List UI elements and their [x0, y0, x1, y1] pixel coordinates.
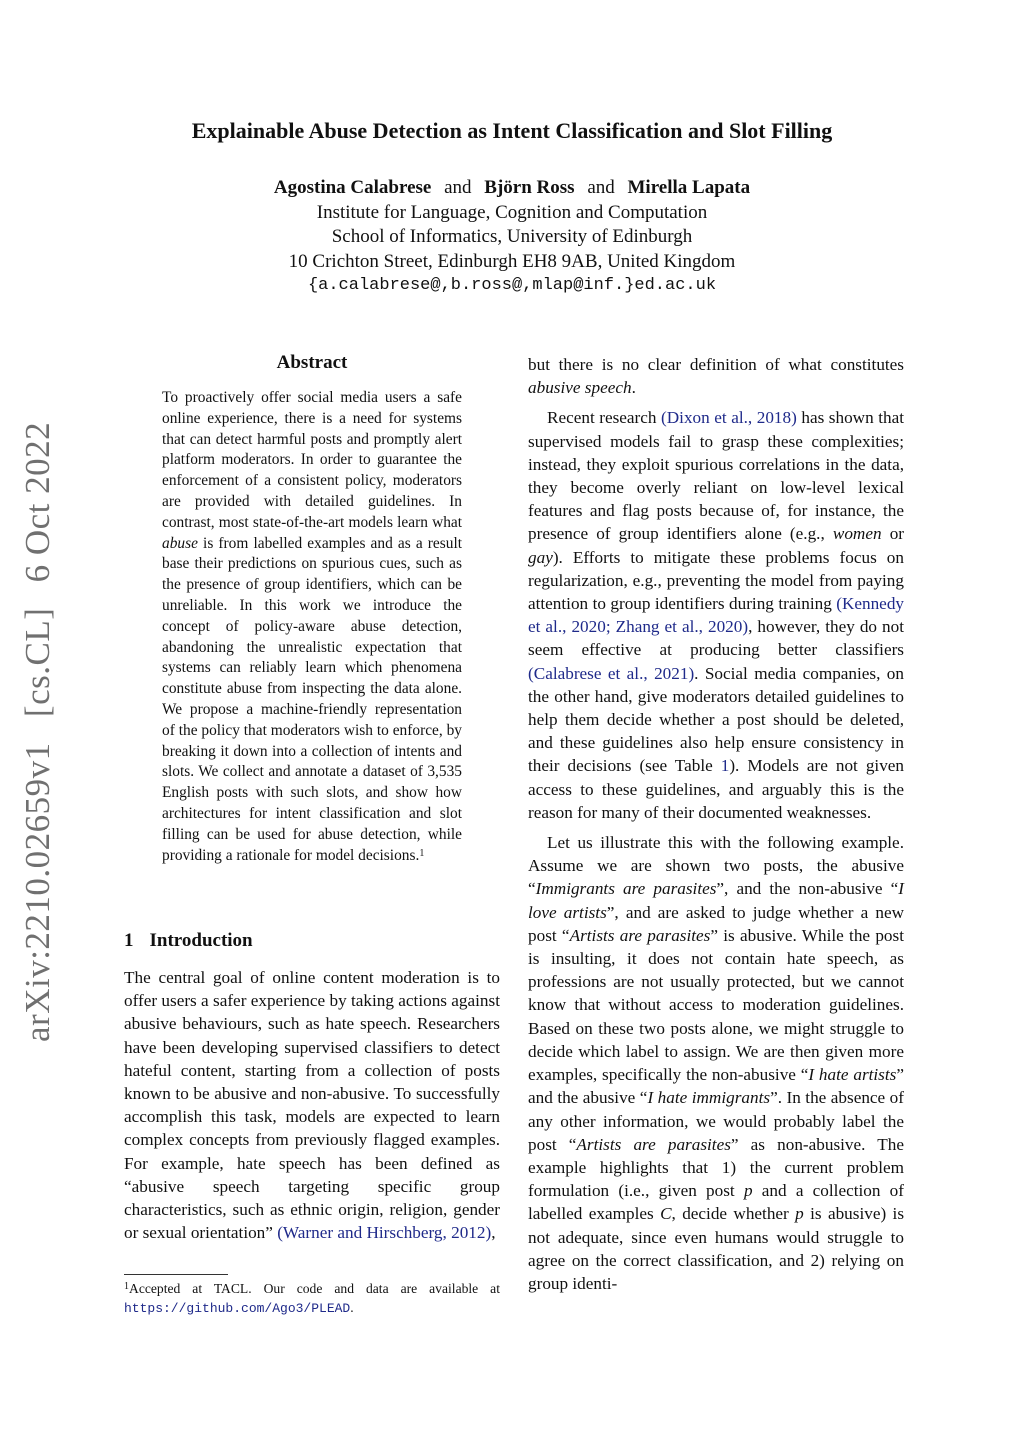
text: . Social media companies, on the other hand, give moderators detailed guidelines to help them decide whether a post should be deleted, and these guidelines also help ensure consistency in their decisions (see Table [528, 663, 904, 776]
section-heading-introduction [124, 930, 253, 952]
text: Let us illustrate this with the following example. Assume we are shown two posts, the abusive “ [528, 833, 904, 899]
section-number: 1 [124, 930, 134, 951]
right-column [528, 353, 904, 1302]
paragraph-example [528, 831, 904, 1295]
text: Recent research [547, 408, 657, 428]
citation-warner[interactable]: (Warner and Hirschberg, 2012) [277, 1223, 492, 1243]
abstract-text-1: To proactively offer social media users a safe online experience, there is a need for systems that can detect harmful posts and promptly alert platform moderators. In order to guarantee the enforcement of a consistent policy, moderators are provided with detailed guidelines. In contrast, most state-of-the-art models learn what [162, 389, 462, 531]
example-post: Artists are parasites [576, 1134, 731, 1154]
abstract-abuse-word: abuse [162, 534, 198, 552]
arxiv-category: [cs.CL] [18, 607, 57, 718]
example-post: I love artists [528, 879, 904, 922]
text: ). Efforts to mitigate these problems focus on regularization, e.g., preventing the model from paying attention to group identifiers during training [528, 547, 904, 614]
footnote-text: Accepted at TACL. Our code and data are available at [129, 1281, 500, 1296]
paragraph-recent-research [528, 406, 904, 824]
text: is abusive) is not adequate, since even humans would struggle to agree on the correct classification, and 2) relying on group identi- [528, 1204, 905, 1293]
author-block [0, 176, 1024, 299]
text: ). Models are not given access to these guidelines, and arguably this is the reason for many of their documented weaknesses. [528, 756, 905, 822]
section-title: Introduction [149, 930, 253, 951]
author-3: Mirella Lapata [627, 177, 751, 198]
text: ” as non-abusive. The example highlights that 1) the current problem formulation (i.e., given post [528, 1134, 904, 1201]
abstract-text-2: is from labelled examples and as a result base their predictions on spurious cues, such as the presence of group identifiers, which can be unreliable. In this work we introduce the concept of policy-aware abuse detection, abandoning the unrealistic expectation that systems can reliably learn which phenomena constitute abuse from inspecting the data alone. We propose a machine-friendly representation of the policy that moderators wish to enforce, by breaking it down into a collection of intents and slots. We collect and annotate a dataset of 3,535 English posts with such slots, and show how architectures for intent classification and slot filling can be used for abuse detection, while providing a rationale for model decisions. [162, 534, 462, 864]
math-variable: p [795, 1204, 804, 1224]
text: and a collection of labelled examples [528, 1181, 904, 1224]
intro-text: The central goal of online content moderation is to offer users a safer experience by taking actions against abusive behaviours, such as hate speech. Researchers have been developing supervised classifiers to detect hateful content, starting from a collection of posts known to be abusive and non-abusive. To successfully accomplish this task, models are expected to learn complex concepts from previously flagged examples. For example, hate speech has been defined as “abusive speech targeting specific group characteristics, such as ethnic origin, religion, gender or sexual orientation” [124, 968, 500, 1243]
and-2: and [587, 177, 615, 198]
emphasis: abusive speech [528, 378, 632, 398]
footnote [124, 1279, 500, 1318]
arxiv-stamp [18, 421, 57, 1042]
text: , decide whether [671, 1204, 789, 1224]
abstract-body [162, 388, 462, 866]
example-post: Artists are parasites [569, 925, 711, 945]
text: ”, and are asked to judge whether a new post “ [528, 902, 904, 945]
author-emails: {a.calabrese@,b.ross@,mlap@inf.}ed.ac.uk [307, 276, 717, 295]
and-1: and [444, 177, 472, 198]
footnote-rule [124, 1274, 228, 1275]
math-variable: p [743, 1181, 753, 1201]
text: ”, and the non-abusive “ [716, 879, 899, 899]
paper-title: Explainable Abuse Detection as Intent Classification and Slot Filling [191, 118, 833, 143]
text: has shown that supervised models fail to grasp these complexities; instead, they exploit spurious correlations in the data, they become overly reliant on low-level lexical features and flag posts because of, for instance, the presence of group identifiers alone (e.g., [528, 408, 904, 544]
affiliation-line-2: School of Informatics, University of Edinburgh [331, 226, 693, 247]
text: ” is abusive. While the post is insulting, it does not contain hate speech, as professions are not usually protected, but we cannot know that without access to moderation guidelines. Based on these two posts alone, we might struggle to decide which label to assign. We are then given more examples, specifically the non-abusive “ [528, 925, 904, 1085]
arxiv-date: 6 Oct 2022 [18, 421, 57, 583]
intro-left-column [124, 966, 500, 1244]
text: ”. In the absence of any other information, we would probably label the post “ [528, 1088, 904, 1154]
arxiv-id: arXiv:2210.02659v1 [18, 742, 57, 1042]
example-post: I hate immigrants [647, 1088, 771, 1108]
abstract-heading: Abstract [276, 352, 348, 373]
author-1: Agostina Calabrese [273, 177, 432, 198]
citation-dixon[interactable]: (Dixon et al., 2018) [661, 408, 797, 428]
author-names [0, 176, 1024, 201]
code-url-link[interactable]: https://github.com/Ago3/PLEAD [124, 1301, 351, 1316]
footnote-mark: 1 [124, 1281, 129, 1292]
text: ” and the abusive “ [528, 1065, 904, 1108]
footnote-ref[interactable]: 1 [419, 847, 425, 859]
text: . [631, 378, 636, 398]
text: but there is no clear definition of what constitutes [528, 355, 904, 374]
table-reference[interactable]: 1 [720, 756, 730, 776]
intro-tail: , [491, 1223, 496, 1243]
example-post: I hate artists [808, 1065, 897, 1085]
citation-calabrese[interactable]: (Calabrese et al., 2021) [528, 663, 695, 683]
footnote-tail: . [350, 1300, 354, 1315]
math-variable: C [660, 1204, 672, 1224]
emphasis: gay [528, 547, 553, 567]
author-2: Björn Ross [484, 177, 575, 198]
emphasis: women [832, 524, 882, 544]
citation-kennedy-zhang[interactable]: (Kennedy et al., 2020; Zhang et al., 2020) [528, 594, 905, 637]
text: , however, they do not seem effective at producing better classifiers [528, 617, 904, 660]
example-post: Immigrants are parasites [535, 879, 717, 899]
affiliation-line-3: 10 Crichton Street, Edinburgh EH8 9AB, United Kingdom [288, 250, 736, 272]
text: or [889, 524, 905, 544]
affiliation-line-1: Institute for Language, Cognition and Computation [316, 201, 708, 223]
paragraph-continued [528, 353, 904, 399]
